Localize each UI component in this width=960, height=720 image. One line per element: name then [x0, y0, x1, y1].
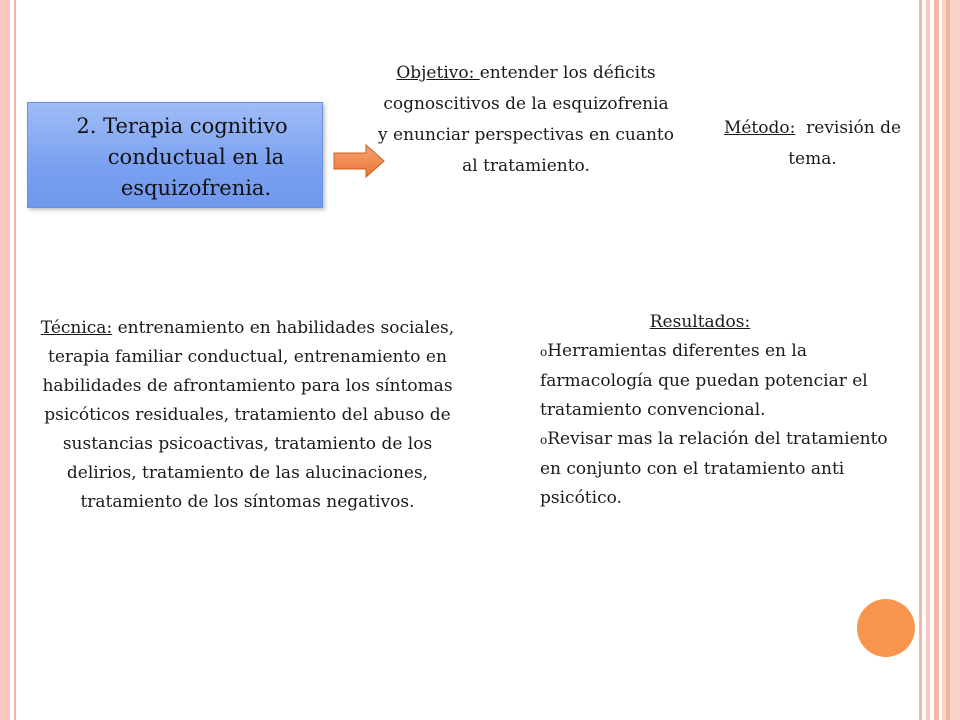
- bullet-o-icon: o: [540, 433, 548, 447]
- right-stripe: [942, 0, 960, 720]
- orange-circle-decoration: [857, 599, 915, 657]
- results-item-text: Herramientas diferentes en la farmacología que puedan potenciar el tratamiento convencional.: [540, 341, 868, 420]
- technique-label: Técnica:: [40, 318, 113, 338]
- slide-title: 2. Terapia cognitivo conductual en la esquizofrenia.: [76, 114, 288, 200]
- method-label: Método:: [723, 118, 796, 138]
- right-stripe: [926, 0, 930, 720]
- results-label: Resultados:: [649, 312, 751, 332]
- slide-title-box: [27, 102, 323, 208]
- results-list-item: [540, 337, 900, 425]
- technique-text: entrenamiento en habilidades sociales, terapia familiar conductual, entrenamiento en habilidades de afrontamiento para los síntomas psicóticos residuales, tratamiento del abuso de sustancias psicoactivas, tratamiento de los delirios, tratamiento de las alucinaciones, tratamiento de los síntomas negativos.: [42, 318, 455, 512]
- results-text-block: [540, 308, 900, 513]
- technique-text-block: [40, 314, 455, 517]
- results-list-item: [540, 425, 900, 513]
- bullet-o-icon: o: [540, 345, 548, 359]
- left-border-decoration: [0, 0, 10, 720]
- results-list: [540, 337, 900, 513]
- objective-text-block: [378, 58, 674, 182]
- method-text-block: [710, 113, 915, 175]
- method-text: revisión de tema.: [788, 118, 907, 169]
- left-border-line: [14, 0, 16, 720]
- right-stripe: [946, 0, 950, 720]
- right-stripe: [919, 0, 922, 720]
- objective-label: Objetivo:: [396, 63, 480, 83]
- objective-text: entender los déficits cognoscitivos de la esquizofrenia y enunciar perspectivas en cuanto al tratamiento.: [378, 63, 674, 176]
- right-stripe: [934, 0, 939, 720]
- results-item-text: Revisar mas la relación del tratamiento en conjunto con el tratamiento anti psicótico.: [540, 429, 888, 508]
